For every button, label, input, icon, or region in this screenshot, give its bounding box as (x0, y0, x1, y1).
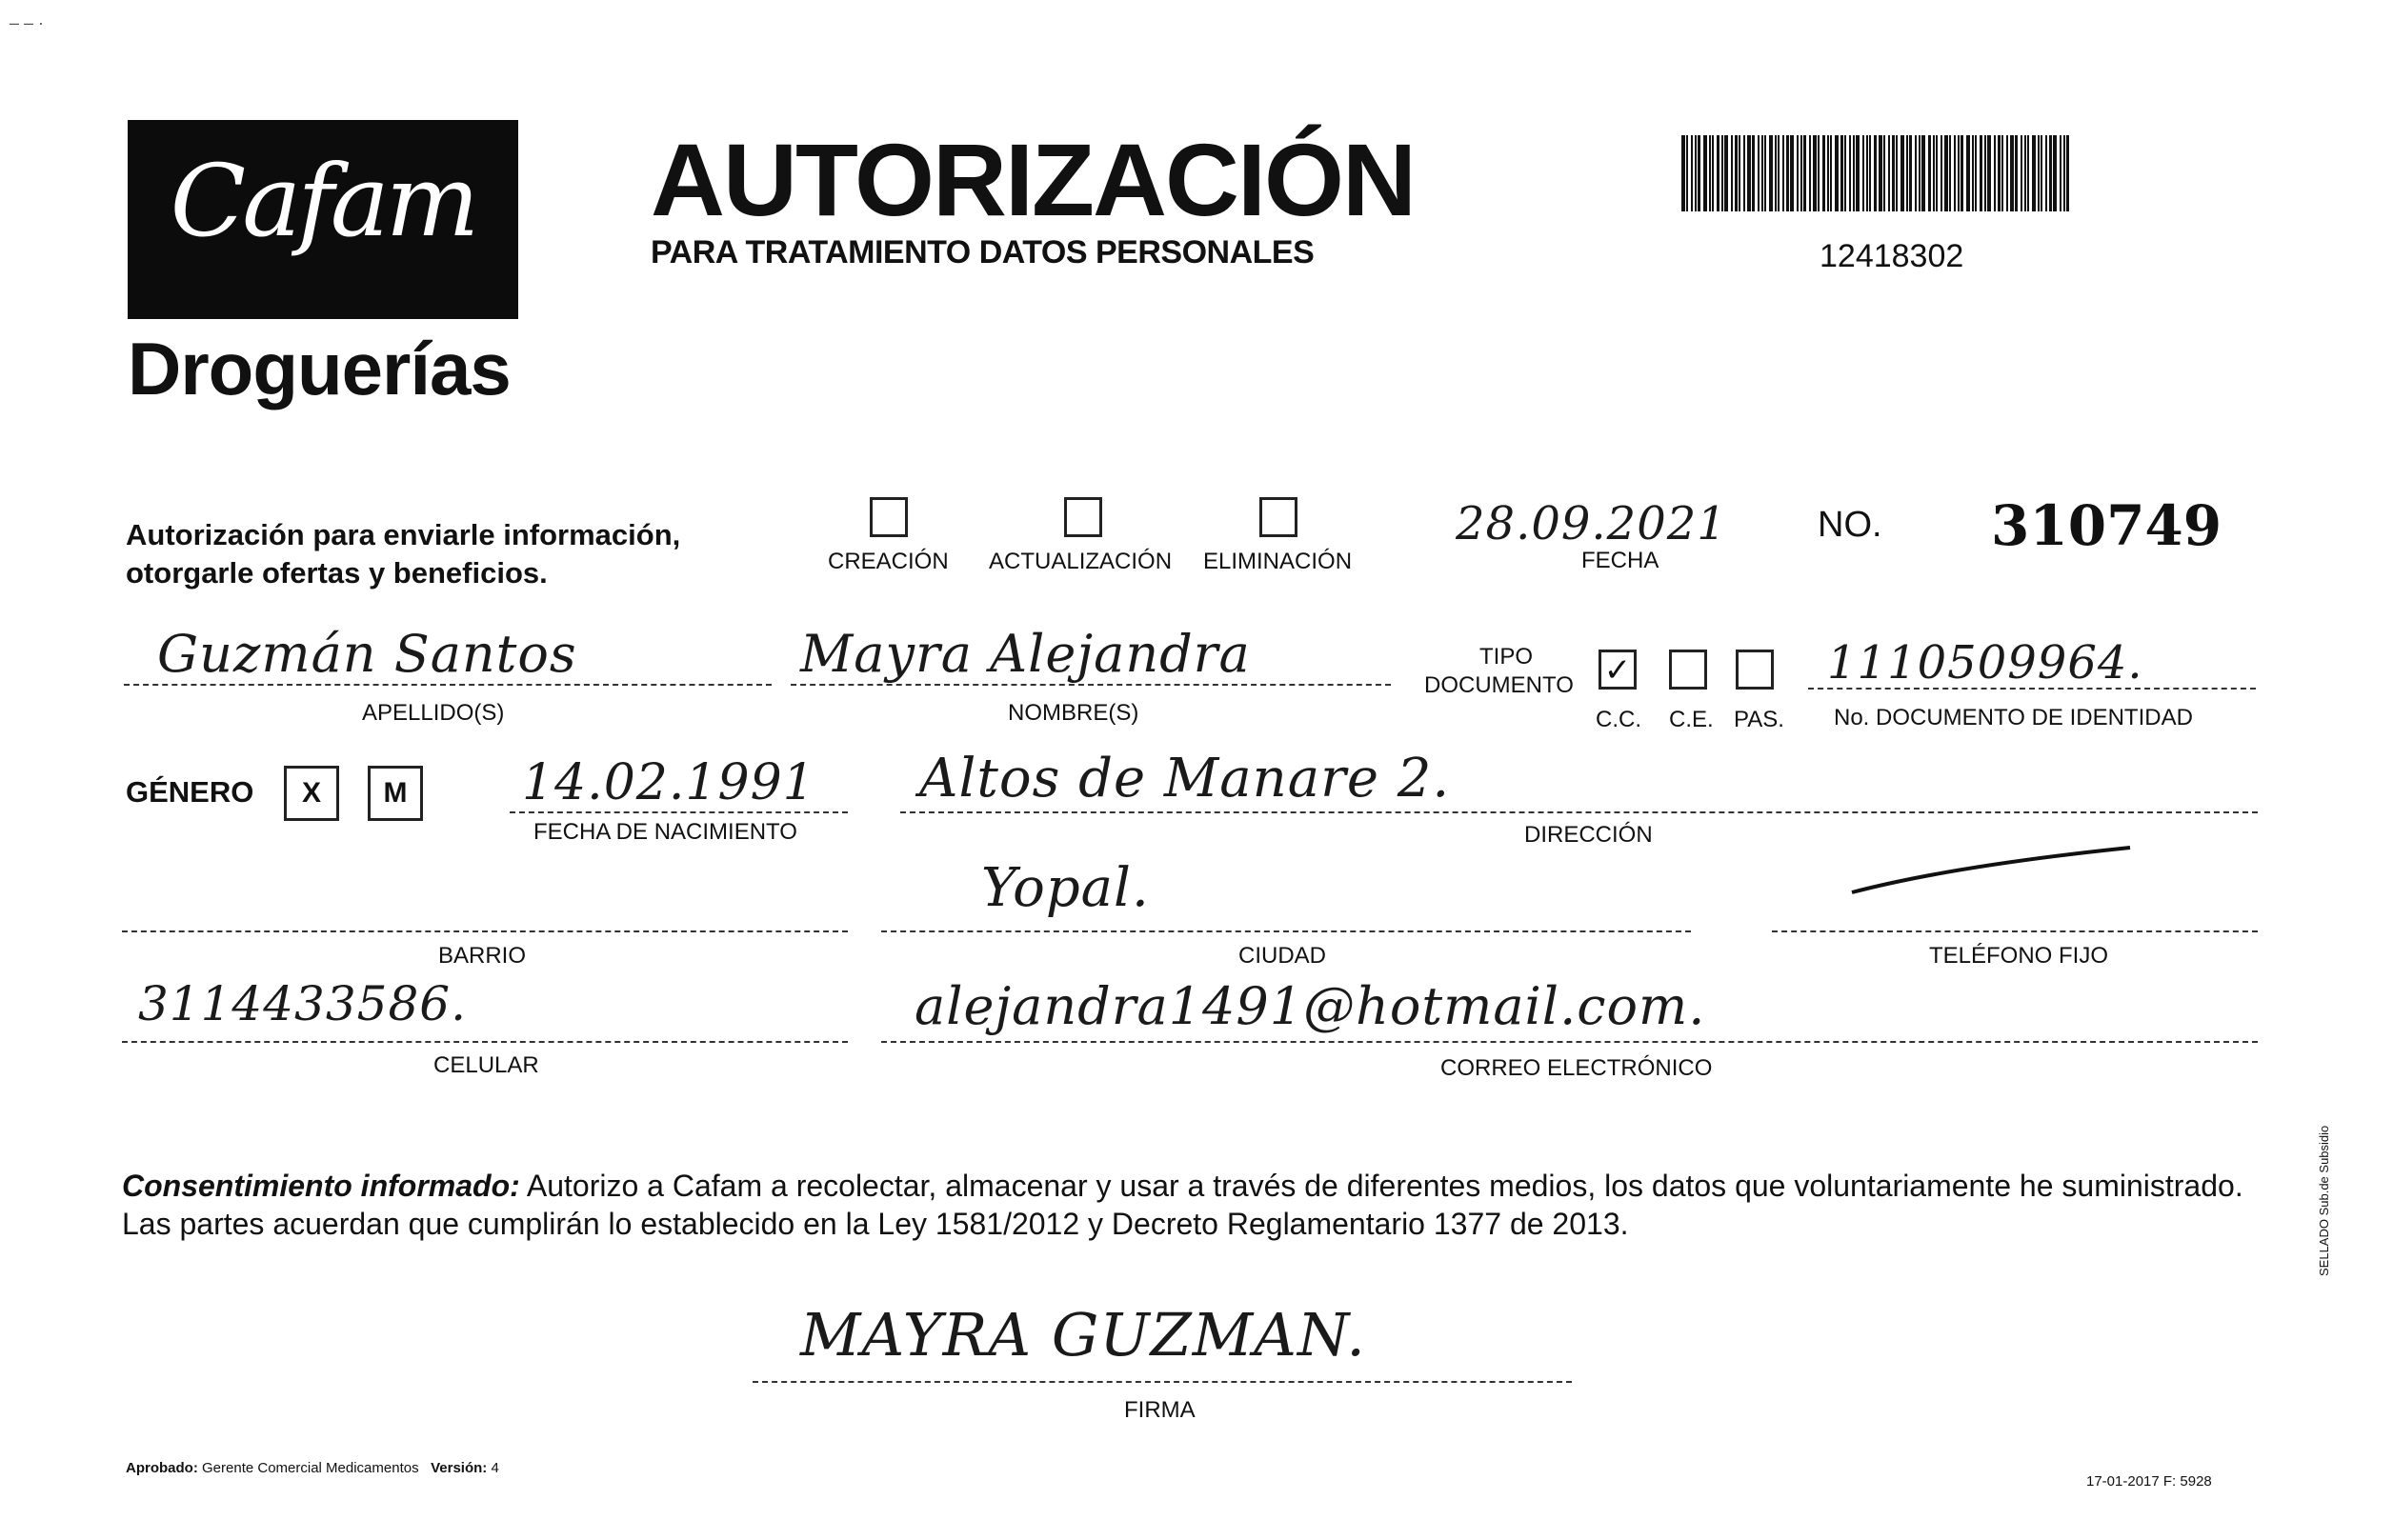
pas-checkbox[interactable] (1736, 650, 1774, 690)
nombres-label: NOMBRE(S) (1008, 700, 1139, 726)
numero-value: 310749 (1991, 493, 2222, 558)
ce-checkbox[interactable] (1669, 650, 1707, 690)
cc-label: C.C. (1596, 707, 1641, 732)
footer-left (126, 1460, 499, 1476)
celular-label: CELULAR (433, 1052, 539, 1078)
correo-line (881, 1041, 2258, 1043)
fecha-nacimiento-label: FECHA DE NACIMIENTO (533, 819, 797, 845)
consent-lead: Consentimiento informado: (122, 1169, 520, 1203)
ciudad-value[interactable]: Yopal. (981, 857, 1150, 919)
actualizacion-label: ACTUALIZACIÓN (989, 549, 1173, 574)
intro-line-2: otorgarle ofertas y beneficios. (126, 556, 548, 590)
nombres-line (791, 684, 1391, 686)
tipo-doc-label: TIPO (1479, 644, 1534, 670)
pas-label: PAS. (1734, 707, 1784, 732)
fecha-nacimiento-value[interactable]: 14.02.1991 (522, 754, 815, 811)
firma-label: FIRMA (1124, 1397, 1196, 1423)
fecha-value[interactable]: 28.09.2021 (1456, 497, 1727, 550)
barrio-line (122, 930, 848, 932)
celular-line (122, 1041, 848, 1043)
consent-body: Autorizo a Cafam a recolectar, almacenar y usar a través de diferentes medios, los datos que voluntariamente he suministrado. Las partes acuerdan que cumplirán lo establecido en la Ley 1581/2012 y Decreto Reglamentario 1377 de 2013. (122, 1169, 2243, 1241)
creacion-label: CREACIÓN (828, 549, 949, 574)
actualizacion-checkbox[interactable] (1064, 497, 1102, 537)
numero-label: NO. (1818, 505, 1882, 545)
page-subtitle: PARA TRATAMIENTO DATOS PERSONALES (651, 234, 1315, 270)
apellidos-value[interactable]: Guzmán Santos (157, 624, 577, 684)
page-title: AUTORIZACIÓN (651, 122, 1415, 237)
ciudad-line (881, 930, 1691, 932)
genero-label: GÉNERO (126, 775, 254, 809)
documento-line (1808, 688, 2256, 690)
direccion-label: DIRECCIÓN (1524, 822, 1653, 848)
ciudad-label: CIUDAD (1238, 943, 1327, 969)
telefono-strikeout (1848, 840, 2134, 897)
eliminacion-label: ELIMINACIÓN (1203, 549, 1353, 574)
consent-text (122, 1167, 2246, 1243)
apellidos-label: APELLIDO(S) (362, 700, 505, 726)
footer-right: 17-01-2017 F: 5928 (2086, 1473, 2212, 1490)
eliminacion-checkbox[interactable] (1259, 497, 1297, 537)
nombres-value[interactable]: Mayra Alejandra (800, 624, 1251, 684)
scan-mark: – – · (10, 13, 45, 32)
version-value: 4 (491, 1460, 499, 1476)
signature-value[interactable]: MAYRA GUZMAN. (800, 1300, 1366, 1370)
barrio-label: BARRIO (438, 943, 527, 969)
telefono-label: TELÉFONO FIJO (1929, 943, 2109, 969)
version-label: Versión: (431, 1460, 488, 1476)
aprobado-value: Gerente Comercial Medicamentos (202, 1460, 419, 1476)
documento-label: DOCUMENTO (1424, 672, 1574, 698)
logo-subtitle: Droguerías (128, 327, 511, 410)
genero-f-checkbox[interactable]: X (284, 766, 339, 821)
ce-label: C.E. (1669, 707, 1714, 732)
logo-word: Cafam (170, 143, 476, 259)
intro-line-1: Autorización para enviarle información, (126, 518, 681, 551)
celular-value[interactable]: 3114433586. (138, 976, 468, 1031)
barcode-number: 12418302 (1820, 238, 1964, 274)
creacion-checkbox[interactable] (870, 497, 908, 537)
correo-label: CORREO ELECTRÓNICO (1440, 1055, 1713, 1081)
correo-value[interactable]: alejandra1491@hotmail.com. (915, 976, 1706, 1036)
signature-line (753, 1381, 1572, 1383)
fecha-nacimiento-line (510, 811, 848, 813)
barcode-icon (1681, 135, 2074, 211)
intro-text (126, 516, 774, 592)
documento-value[interactable]: 1110509964. (1827, 636, 2143, 690)
genero-m-checkbox[interactable]: M (368, 766, 423, 821)
direccion-value[interactable]: Altos de Manare 2. (919, 748, 1451, 810)
documento-number-label: No. DOCUMENTO DE IDENTIDAD (1834, 705, 2193, 730)
direccion-line (900, 811, 2258, 813)
telefono-line (1772, 930, 2258, 932)
fecha-label: FECHA (1581, 548, 1659, 573)
side-stamp: SELLADO Sub.de Subsidio (2317, 1125, 2331, 1276)
apellidos-line (124, 684, 772, 686)
cc-checkbox[interactable]: ✓ (1599, 650, 1637, 690)
aprobado-label: Aprobado: (126, 1460, 198, 1476)
